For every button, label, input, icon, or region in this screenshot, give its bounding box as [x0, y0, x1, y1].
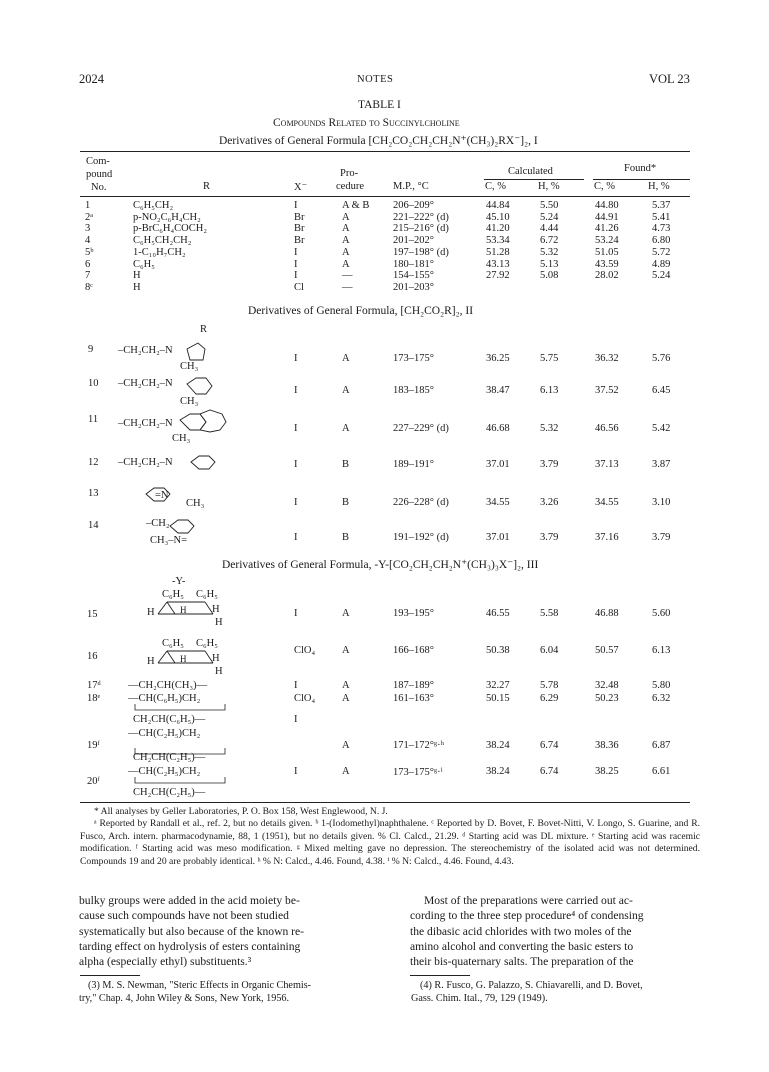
found-hydrogen: 5.42: [652, 423, 671, 434]
anion: I: [294, 608, 298, 619]
procedure: A: [342, 423, 350, 434]
melting-point: 173–175°: [393, 353, 434, 364]
compound-number: 3: [85, 223, 91, 235]
anion: I: [294, 200, 298, 211]
procedure: A: [342, 740, 350, 751]
table-label: TABLE I: [358, 99, 401, 111]
found-hydrogen: 3.87: [652, 459, 671, 470]
found-hydrogen: 6.13: [652, 645, 671, 656]
ref-left-line: (3) M. S. Newman, "Steric Effects in Organic Chemis-: [88, 980, 312, 991]
y20-formula: —CH(C₂H₅)CH₂: [128, 766, 201, 777]
calc-hydrogen: 3.79: [540, 532, 559, 543]
structure-11-isoquinolinium: [180, 410, 226, 432]
calc-hydrogen: 5.13: [540, 258, 559, 270]
compound-number: 14: [88, 520, 99, 531]
calc-hydrogen: 6.74: [540, 766, 559, 777]
subtitle-formula-iii: Derivatives of General Formula, -Y-[CO₂CH₂CH₂N⁺(CH₃)₃X⁻]₂, III: [222, 559, 539, 571]
structure-12-pyridinium: [191, 456, 215, 469]
struct-11-methyl: CH₃: [172, 433, 191, 444]
calc-carbon: 41.20: [486, 223, 510, 235]
struct-13-methyl: CH₃: [186, 498, 205, 509]
col-calc-h-header: H, %: [538, 181, 560, 192]
anion: ClO₄: [294, 645, 316, 656]
melting-point: 227–229° (d): [393, 423, 449, 434]
col-r-header: R: [203, 181, 211, 192]
found-hydrogen: 4.73: [652, 223, 671, 235]
calc-hydrogen: 5.32: [540, 423, 559, 434]
struct-12-label: –CH₂CH₂–N: [118, 457, 173, 468]
found-carbon: 37.16: [595, 532, 619, 543]
footnotes: [80, 806, 700, 868]
procedure: A: [342, 223, 350, 235]
y18-formula-2: CH₂CH(C₆H₅)—: [133, 714, 206, 725]
volume-label: VOL 23: [649, 72, 690, 86]
body-left-line: cause such compounds have not been studied: [79, 909, 289, 923]
compound-number: 19ᶠ: [87, 740, 100, 751]
calc-hydrogen: 3.79: [540, 459, 559, 470]
anion: I: [294, 385, 298, 396]
r-group: p-BrC₆H₄COCH₂: [133, 223, 207, 235]
y15-phenyl-2: C₆H₅: [196, 589, 218, 600]
col-calc-c-header: C, %: [485, 181, 506, 192]
compound-number: 18ᵉ: [87, 693, 101, 704]
melting-point: 193–195°: [393, 608, 434, 619]
procedure: A: [342, 766, 350, 777]
body-right-line: their bis-quaternary salts. The preparation of the: [410, 955, 634, 969]
r-group: p-NO₂C₆H₄CH₂: [133, 211, 201, 223]
procedure: B: [342, 532, 350, 543]
found-carbon: 32.48: [595, 680, 619, 691]
found-hydrogen: 6.87: [652, 740, 671, 751]
melting-point: 166–168°: [393, 645, 434, 656]
melting-point: 191–192° (d): [393, 532, 449, 543]
y16-h-4: H: [215, 666, 223, 677]
calc-hydrogen: 5.24: [540, 211, 559, 223]
body-right-line: amino alcohol and converting the basic esters to: [410, 939, 634, 953]
procedure: A & B: [342, 200, 370, 211]
y20-formula-2: CH₂CH(C₂H₅)—: [133, 787, 206, 798]
y16-h-2: H: [180, 654, 187, 664]
compound-number: 13: [88, 488, 99, 499]
r-group: C₆H₅CH₂CH₂: [133, 235, 192, 247]
y19-formula-2: CH₂CH(C₂H₅)—: [133, 752, 206, 763]
y15-phenyl-1: C₆H₅: [162, 589, 184, 600]
calc-hydrogen: 5.08: [540, 270, 559, 282]
calc-carbon: 37.01: [486, 459, 510, 470]
found-carbon: 43.59: [595, 258, 619, 270]
compound-number: 1: [85, 200, 91, 211]
body-right-line: cording to the three step procedure⁴ of condensing: [410, 909, 644, 923]
compound-number: 10: [88, 378, 99, 389]
r-label-ii: R: [200, 324, 208, 335]
found-carbon: 41.26: [595, 223, 619, 235]
melting-point: 226–228° (d): [393, 497, 449, 508]
y15-h-4: H: [215, 617, 223, 628]
anion: Br: [294, 211, 305, 223]
found-carbon: 37.13: [595, 459, 619, 470]
melting-point: 154–155°: [393, 270, 434, 282]
melting-point: 189–191°: [393, 459, 434, 470]
r-group: C₆H₅CH₂: [133, 200, 174, 211]
y15-h-2: H: [180, 605, 187, 615]
y19-formula: —CH(C₂H₅)CH₂: [128, 728, 201, 739]
procedure: A: [342, 211, 350, 223]
y15-h-3: H: [212, 604, 220, 615]
calc-hydrogen: 5.50: [540, 200, 559, 211]
melting-point: 201–202°: [393, 235, 434, 247]
y16-phenyl-2: C₆H₅: [196, 638, 218, 649]
found-hydrogen: 5.37: [652, 200, 671, 211]
calc-carbon: 50.38: [486, 645, 510, 656]
procedure: A: [342, 608, 350, 619]
found-hydrogen: 3.79: [652, 532, 671, 543]
ref-right-rule: [410, 975, 470, 976]
compound-number: 2ᵃ: [85, 211, 94, 223]
struct-14-methyl: CH₃–N=: [150, 535, 188, 546]
body-left-line: systematically but also because of the known re-: [79, 924, 305, 938]
calc-hydrogen: 5.78: [540, 680, 559, 691]
calc-carbon: 53.34: [486, 235, 510, 247]
melting-point: 171–172°ᵍ·ʰ: [393, 740, 444, 751]
body-left-column: [79, 893, 304, 969]
calc-hydrogen: 5.32: [540, 246, 559, 258]
anion: I: [294, 532, 298, 543]
anion: I: [294, 497, 298, 508]
subtitle-formula-ii: Derivatives of General Formula, [CH₂CO₂R]₂, II: [248, 305, 474, 317]
y16-h-3: H: [212, 653, 220, 664]
procedure: A: [342, 246, 350, 258]
ref-left-rule: [80, 975, 140, 976]
compound-number: 6: [85, 258, 91, 270]
compound-number: 7: [85, 270, 91, 282]
col-compound-line2: pound: [86, 169, 113, 180]
struct-13-label: =N: [155, 490, 169, 501]
calc-hydrogen: 6.74: [540, 740, 559, 751]
melting-point: 180–181°: [393, 258, 434, 270]
compound-number: 9: [88, 344, 94, 355]
col-x-header: X⁻: [294, 182, 308, 193]
found-hydrogen: 5.76: [652, 353, 671, 364]
calc-carbon: 36.25: [486, 353, 510, 364]
y17-formula: —CH₂CH(CH₃)—: [128, 680, 208, 691]
anion: I: [294, 423, 298, 434]
calc-hydrogen: 3.26: [540, 497, 559, 508]
calc-carbon: 38.47: [486, 385, 510, 396]
found-hydrogen: 6.32: [652, 693, 671, 704]
structure-9-pyrrolidinium: [187, 343, 205, 360]
anion: I: [294, 353, 298, 364]
ref-left-line: try," Chap. 4, John Wiley & Sons, New York, 1956.: [79, 993, 290, 1004]
melting-point: 187–189°: [393, 680, 434, 691]
col-calculated-header: Calculated: [508, 166, 553, 177]
found-carbon: 38.25: [595, 766, 619, 777]
calc-carbon: 38.24: [486, 766, 510, 777]
ref-right-line: (4) R. Fusco, G. Palazzo, S. Chiavarelli, and D. Bovet,: [420, 980, 643, 991]
y18-formula: —CH(C₆H₅)CH₂: [128, 693, 201, 704]
found-carbon: 50.23: [595, 693, 619, 704]
procedure: —: [342, 270, 353, 282]
col-found-c-header: C, %: [594, 181, 615, 192]
found-hydrogen: 4.89: [652, 258, 671, 270]
compound-number: 8ᶜ: [85, 281, 93, 293]
compound-number: 12: [88, 457, 99, 468]
melting-point: 183–185°: [393, 385, 434, 396]
found-carbon: 34.55: [595, 497, 619, 508]
r-group: H: [133, 281, 141, 293]
found-hydrogen: 5.24: [652, 270, 671, 282]
anion: I: [294, 258, 298, 270]
calc-carbon: 44.84: [486, 200, 510, 211]
procedure: —: [342, 281, 353, 293]
melting-point: 173–175°ᵍ·ⁱ: [393, 767, 443, 778]
calc-carbon: 46.68: [486, 423, 510, 434]
subtitle-formula-i: Derivatives of General Formula [CH₂CO₂CH₂CH₂N⁺(CH₃)₂RX⁻]₂, I: [219, 135, 538, 147]
compound-number: 5ᵇ: [85, 246, 94, 258]
procedure: A: [342, 258, 350, 270]
found-carbon: 50.57: [595, 645, 619, 656]
melting-point: 221–222° (d): [393, 211, 449, 223]
structure-10-piperidinium: [187, 378, 212, 394]
calc-carbon: 51.28: [486, 246, 510, 258]
found-carbon: 37.52: [595, 385, 619, 396]
calc-carbon: 38.24: [486, 740, 510, 751]
procedure: A: [342, 645, 350, 656]
found-hydrogen: 3.10: [652, 497, 671, 508]
anion: I: [294, 270, 298, 282]
y15-h-1: H: [147, 607, 155, 618]
anion: I: [294, 459, 298, 470]
compound-number: 4: [85, 235, 91, 247]
struct-10-label: –CH₂CH₂–N: [118, 378, 173, 389]
calc-carbon: 50.15: [486, 693, 510, 704]
reference-3: [79, 979, 312, 1005]
procedure: A: [342, 235, 350, 247]
compound-number: 20ᶠ: [87, 776, 100, 787]
body-left-line: bulky groups were added in the acid moiety be-: [79, 894, 300, 907]
body-right-column: [410, 893, 644, 969]
col-mp-header: M.P., °C: [393, 181, 429, 192]
found-hydrogen: 6.80: [652, 235, 671, 247]
r-group: C₆H₅: [133, 258, 155, 270]
calc-carbon: 45.10: [486, 211, 510, 223]
calc-hydrogen: 6.29: [540, 693, 559, 704]
struct-9-label: –CH₂CH₂–N: [118, 345, 173, 356]
table-caption: Compounds Related to Succinylcholine: [273, 117, 460, 129]
col-found-h-header: H, %: [648, 181, 670, 192]
found-hydrogen: 5.41: [652, 211, 671, 223]
page-number: 2024: [79, 72, 104, 86]
procedure: A: [342, 353, 350, 364]
y16-phenyl-1: C₆H₅: [162, 638, 184, 649]
calc-carbon: 27.92: [486, 270, 510, 282]
ref-right-line: Gass. Chim. Ital., 79, 129 (1949).: [411, 993, 548, 1004]
col-procedure-line2: cedure: [336, 181, 364, 192]
found-carbon: 28.02: [595, 270, 619, 282]
footnote-analyses: * All analyses by Geller Laboratories, P. O. Box 158, West Englewood, N. J.: [94, 806, 388, 817]
section-title: NOTES: [357, 74, 394, 85]
found-hydrogen: 6.61: [652, 766, 671, 777]
found-carbon: 44.80: [595, 200, 619, 211]
melting-point: 215–216° (d): [393, 223, 449, 235]
struct-10-methyl: CH₃: [180, 396, 199, 407]
body-right-line: the dibasic acid chlorides with two moles of the: [410, 924, 632, 938]
melting-point: 206–209°: [393, 200, 434, 211]
found-carbon: 46.56: [595, 423, 619, 434]
procedure: A: [342, 693, 350, 704]
found-hydrogen: 6.45: [652, 385, 671, 396]
col-compound-line1: Com-: [86, 156, 110, 167]
body-right-line: Most of the preparations were carried out ac-: [424, 894, 633, 907]
anion: Br: [294, 235, 305, 247]
struct-14-label: –CH₂: [146, 518, 170, 529]
found-carbon: 53.24: [595, 235, 619, 247]
anion: I: [294, 246, 298, 258]
melting-point: 197–198° (d): [393, 246, 449, 258]
r-group: H: [133, 270, 141, 282]
compound-number: 17ᵈ: [87, 680, 101, 691]
struct-9-methyl: CH₃: [180, 361, 199, 372]
anion: I: [294, 714, 298, 725]
compound-number: 15: [87, 609, 98, 620]
calc-hydrogen: 5.58: [540, 608, 559, 619]
compound-number: 16: [87, 651, 98, 662]
body-left-line: tarding effect on hydrolysis of esters containing: [79, 939, 301, 953]
struct-11-label: –CH₂CH₂–N: [118, 418, 173, 429]
anion: Cl: [294, 281, 304, 293]
calc-carbon: 37.01: [486, 532, 510, 543]
calc-carbon: 43.13: [486, 258, 510, 270]
found-hydrogen: 5.80: [652, 680, 671, 691]
y-label: -Y-: [172, 576, 186, 587]
procedure: B: [342, 459, 350, 470]
procedure: A: [342, 680, 350, 691]
found-carbon: 44.91: [595, 211, 619, 223]
col-compound-line3: No.: [91, 182, 107, 193]
anion: ClO₄: [294, 693, 316, 704]
body-left-line: alpha (especially ethyl) substituents.³: [79, 955, 252, 969]
found-carbon: 36.32: [595, 353, 619, 364]
table-bottom-rule: [80, 802, 690, 803]
calc-hydrogen: 6.04: [540, 645, 559, 656]
reference-4: [411, 979, 643, 1005]
found-hydrogen: 5.60: [652, 608, 671, 619]
calc-carbon: 32.27: [486, 680, 510, 691]
anion: Br: [294, 223, 305, 235]
structure-14-pyridinium: [170, 520, 194, 533]
y16-h-1: H: [147, 656, 155, 667]
col-found-header: Found*: [624, 163, 657, 174]
melting-point: 161–163°: [393, 693, 434, 704]
anion: I: [294, 680, 298, 691]
found-carbon: 51.05: [595, 246, 619, 258]
anion: I: [294, 766, 298, 777]
calc-carbon: 34.55: [486, 497, 510, 508]
procedure: B: [342, 497, 350, 508]
footnote-details: ᵃ Reported by Randall et al., ref. 2, but no details given. ᵇ 1-(Iodomethyl)naphthalene. ᶜ Reported by D. Bovet, F. Bovet-Nitti, V. Longo, S. Guarine, and R. Fusco, Arch. intern. pharmacodynamie, 88, 1 (1951), but no details given. % Cl. Calcd., 21.29. ᵈ Starting acid was DL mixture. ᵉ Starting acid was racemic modification. ᶠ Starting acid was meso modification. ᵍ Mixed melting gave no depression. The stereochemistry of the isolated acid was not determined. Compounds 19 and 20 are probably identical. ʰ % N: Calcd., 4.46. Found, 4.38. ⁱ % N: Calcd., 4.46. Found, 4.43.: [80, 818, 700, 867]
found-carbon: 38.36: [595, 740, 619, 751]
found-hydrogen: 5.72: [652, 246, 671, 258]
procedure: A: [342, 385, 350, 396]
calc-hydrogen: 5.75: [540, 353, 559, 364]
compound-number: 11: [88, 414, 99, 425]
melting-point: 201–203°: [393, 281, 434, 293]
r-group: 1-C₁₀H₇CH₂: [133, 246, 186, 258]
found-carbon: 46.88: [595, 608, 619, 619]
calc-hydrogen: 6.72: [540, 235, 559, 247]
calc-hydrogen: 6.13: [540, 385, 559, 396]
calc-carbon: 46.55: [486, 608, 510, 619]
calc-hydrogen: 4.44: [540, 223, 559, 235]
col-procedure-line1: Pro-: [340, 168, 359, 179]
